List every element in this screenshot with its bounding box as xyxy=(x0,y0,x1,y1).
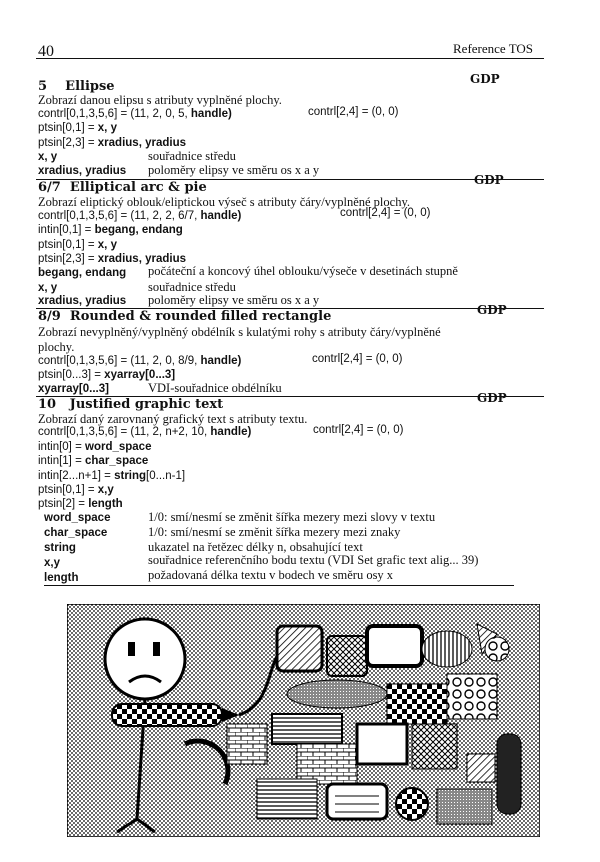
gdp-demo-illustration xyxy=(67,604,540,837)
contrl-line: contrl[0,1,3,5,6] = (11, 2, 2, 6/7, handle) xyxy=(38,210,242,222)
section-title: Justified graphic text xyxy=(69,397,224,412)
section-ellipse-title xyxy=(38,79,115,94)
contrl-line: contrl[0,1,3,5,6] = (11, 2, n+2, 10, handle) xyxy=(38,426,252,438)
param-desc: požadovaná délka textu v bodech ve směru osy x xyxy=(148,568,394,582)
header-rule xyxy=(36,58,544,59)
param-name: string xyxy=(44,542,76,554)
param-desc: souřadnice středu xyxy=(148,149,236,163)
intin-line: intin[0] = word_space xyxy=(38,441,152,453)
param-name: x, y xyxy=(38,282,58,294)
section-number: 5 xyxy=(38,79,48,94)
section-description-cont: plochy. xyxy=(38,340,75,354)
contrl-line: contrl[0,1,3,5,6] = (11, 2, 0, 5, handle) xyxy=(38,108,232,120)
section-arc-title xyxy=(38,180,207,195)
gdp-tag: GDP xyxy=(477,303,507,317)
contrl-line-2: contrl[2,4] = (0, 0) xyxy=(312,353,403,365)
param-desc: VDI-souřadnice obdélníku xyxy=(148,381,282,395)
section-number: 6/7 xyxy=(38,180,61,195)
page-number: 40 xyxy=(38,43,54,60)
ptsin-line: ptsin[0,1] = x,y xyxy=(38,484,114,496)
section-number: 10 xyxy=(38,397,57,412)
section-number: 8/9 xyxy=(38,309,61,324)
param-name: length xyxy=(44,572,79,584)
section-title: Elliptical arc & pie xyxy=(69,180,207,195)
param-name: x,y xyxy=(44,557,60,569)
ptsin-line: ptsin[2,3] = xradius, yradius xyxy=(38,137,186,149)
intin-line: intin[1] = char_space xyxy=(38,455,149,467)
gdp-tag: GDP xyxy=(477,391,507,405)
ptsin-line: ptsin[2] = length xyxy=(38,498,123,510)
section-text-title xyxy=(38,397,223,412)
intin-line: intin[0,1] = begang, endang xyxy=(38,224,183,236)
ptsin-line: ptsin[0,1] = x, y xyxy=(38,122,117,134)
param-name: xradius, yradius xyxy=(38,165,127,177)
contrl-line-2: contrl[2,4] = (0, 0) xyxy=(308,106,399,118)
param-name: begang, endang xyxy=(38,267,127,279)
section-rule xyxy=(44,585,514,586)
param-desc: poloměry elipsy ve směru os x a y xyxy=(148,163,320,177)
gdp-tag: GDP xyxy=(470,72,500,86)
section-rect-title xyxy=(38,309,331,324)
section-title: Rounded & rounded filled rectangle xyxy=(69,309,332,324)
contrl-line-2: contrl[2,4] = (0, 0) xyxy=(340,207,431,219)
param-desc: počáteční a koncový úhel oblouku/výseče v desetinách stupně xyxy=(148,264,458,278)
contrl-line-2: contrl[2,4] = (0, 0) xyxy=(313,424,404,436)
param-name: word_space xyxy=(44,512,111,524)
intin-line: intin[2...n+1] = string[0...n-1] xyxy=(38,470,186,482)
gdp-tag: GDP xyxy=(474,173,504,187)
section-title: Ellipse xyxy=(65,79,115,94)
param-desc: poloměry elipsy ve směru os x a y xyxy=(148,293,320,307)
param-name: x, y xyxy=(38,151,58,163)
section-description: Zobrazí eliptický oblouk/eliptickou výseč s atributy čáry/vyplněné plochy. xyxy=(38,195,411,209)
param-name: xradius, yradius xyxy=(38,295,127,307)
param-desc: souřadnice středu xyxy=(148,280,236,294)
section-description: Zobrazí daný zarovnaný grafický text s atributy textu. xyxy=(38,412,308,426)
running-header: Reference TOS xyxy=(453,41,534,56)
param-desc: 1/0: smí/nesmí se změnit šířka mezery mezi slovy v textu xyxy=(148,510,436,524)
contrl-line: contrl[0,1,3,5,6] = (11, 2, 0, 8/9, handle) xyxy=(38,355,242,367)
section-description: Zobrazí danou elipsu s atributy vyplněné plochy. xyxy=(38,93,282,107)
param-name: xyarray[0...3] xyxy=(38,383,109,395)
section-description: Zobrazí nevyplněný/vyplněný obdélník s kulatými rohy s atributy čáry/vyplněné xyxy=(38,325,441,339)
param-desc: souřadnice referenčního bodu textu (VDI Set grafic text alig... 39) xyxy=(148,553,479,567)
param-desc: ukazatel na řetězec délky n, obsahující text xyxy=(148,540,363,554)
param-desc: 1/0: smí/nesmí se změnit šířka mezery mezi znaky xyxy=(148,525,401,539)
ptsin-line: ptsin[0,1] = x, y xyxy=(38,239,117,251)
ptsin-line: ptsin[2,3] = xradius, yradius xyxy=(38,253,186,265)
ptsin-line: ptsin[0...3] = xyarray[0...3] xyxy=(38,369,176,381)
param-name: char_space xyxy=(44,527,108,539)
